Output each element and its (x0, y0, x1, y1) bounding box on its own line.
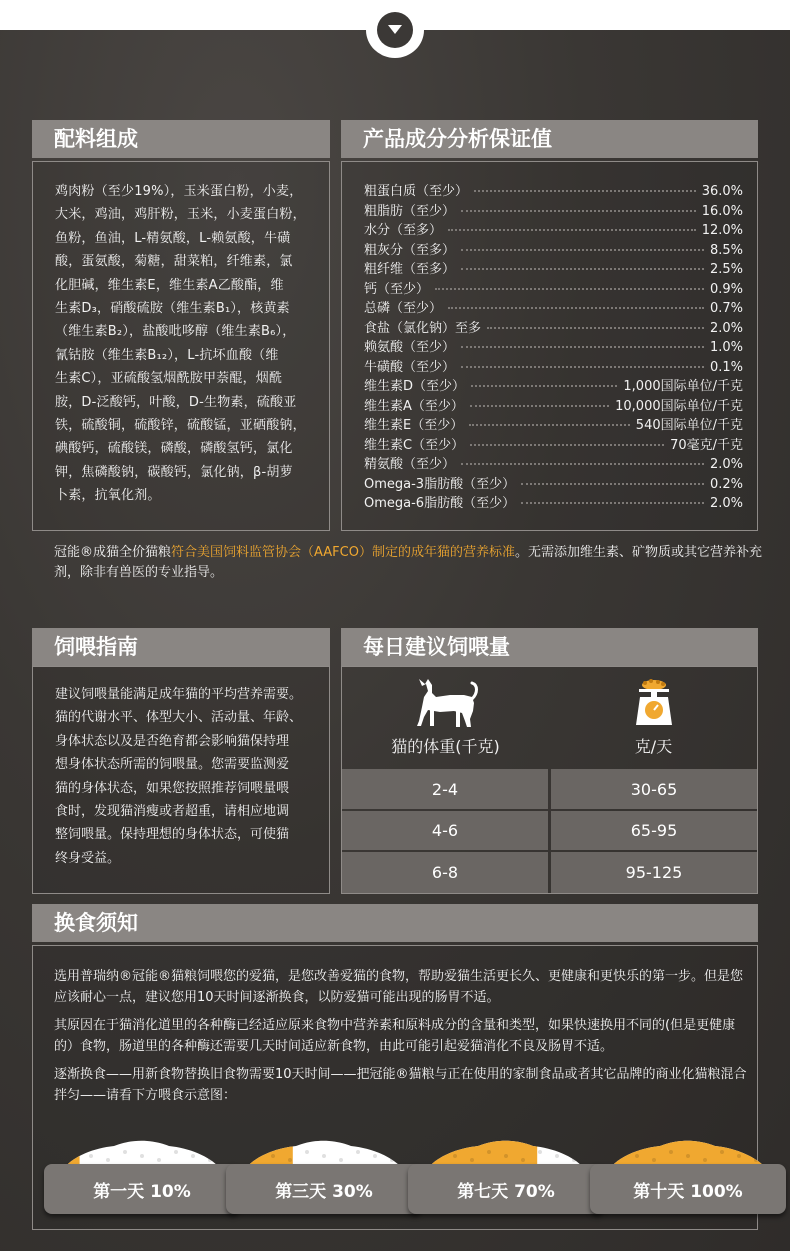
analysis-value: 0.9% (709, 281, 743, 297)
analysis-row (364, 200, 743, 220)
analysis-row (364, 473, 743, 493)
analysis-value: 2.0% (709, 496, 743, 511)
grams-cell: 30-65 (551, 769, 757, 809)
grams-cell: 65-95 (551, 811, 757, 850)
ingredients-text (33, 162, 329, 508)
analysis-row (364, 239, 743, 259)
analysis-label: 粗灰分（至多） (364, 242, 456, 258)
ingredient-line: 铁，硫酸铜，硫酸锌，硫酸锰，亚硒酸钠， (55, 418, 306, 434)
analysis-label: 钙（至少） (364, 281, 430, 297)
weight-cell: 4-6 (342, 811, 548, 850)
ingredient-line: （维生素B₂），盐酸吡哆醇（维生素B₆）， (55, 324, 296, 340)
leader-dots (469, 424, 630, 426)
analysis-value: 2.5% (709, 262, 743, 277)
analysis-box (341, 161, 758, 531)
feeding-line: 猫的代谢水平、体型大小、活动量、年龄、 (55, 710, 303, 726)
grams-column-header (550, 667, 757, 768)
analysis-value: 16.0% (701, 203, 743, 219)
leader-dots (448, 307, 704, 309)
day-mix-label: 第十天 100% (590, 1164, 786, 1214)
analysis-row (364, 297, 743, 317)
food-mix-pile (44, 1138, 240, 1218)
ingredient-line: 氰钴胺（维生素B₁₂），L-抗坏血酸（维 (55, 347, 279, 363)
analysis-value: 2.0% (709, 457, 743, 472)
note-text-1: 冠能®成猫全价猫粮 (54, 545, 172, 560)
food-mix-pile (590, 1138, 786, 1218)
analysis-value: 540国际单位/千克 (635, 418, 743, 433)
analysis-label: 水分（至多） (364, 223, 443, 238)
analysis-row (364, 180, 743, 200)
analysis-row (364, 414, 743, 434)
feeding-text (33, 667, 329, 870)
analysis-label: 食盐（氯化钠）至多 (364, 320, 482, 336)
analysis-row (364, 219, 743, 239)
feeding-line: 身体状态以及是否绝育都会影响猫保持理 (55, 733, 290, 749)
analysis-header: 产品成分分析保证值 (341, 120, 758, 158)
leader-dots (461, 346, 704, 348)
table-header (342, 667, 757, 768)
analysis-label: 总磷（至少） (364, 301, 443, 316)
change-paragraph: 逐渐换食——用新食物替换旧食物需要10天时间——把冠能®猫粮与正在使用的家制食品或者其它品牌的商业化猫粮混合拌匀——请看下方喂食示意图： (54, 1067, 747, 1103)
feeding-line: 建议饲喂量能满足成年猫的平均营养需要。 (55, 687, 303, 702)
leader-dots (471, 385, 617, 387)
leader-dots (461, 268, 704, 270)
daily-header: 每日建议饲喂量 (341, 628, 758, 666)
leader-dots (521, 502, 704, 504)
analysis-row (364, 434, 743, 454)
analysis-row (364, 492, 743, 512)
food-mix-pile (408, 1138, 604, 1218)
leader-dots (487, 327, 704, 329)
analysis-row (364, 258, 743, 278)
leader-dots (461, 210, 696, 212)
feeding-line: 食时，发现猫消瘦或者超重，请相应地调 (55, 804, 290, 820)
ingredient-line: 化胆碱，维生素E，维生素A乙酸酯，维 (55, 277, 284, 293)
feeding-line: 想身体状态所需的饲喂量。您需要监测爱 (55, 757, 290, 773)
analysis-value: 0.2% (709, 476, 743, 492)
weight-column-header (342, 667, 549, 768)
ingredient-line: 生素C），亚硫酸氢烟酰胺甲萘醌，烟酰 (55, 371, 283, 387)
analysis-list (342, 162, 757, 512)
ingredient-line: 酸，蛋氨酸，菊糖，甜菜粕，纤维素，氯 (55, 254, 293, 270)
chevron-down-icon (377, 12, 413, 48)
analysis-label: 赖氨酸（至少） (364, 340, 456, 355)
analysis-value: 36.0% (701, 184, 743, 199)
feeding-box (32, 666, 330, 894)
leader-dots (474, 190, 696, 192)
analysis-row (364, 278, 743, 298)
leader-dots (461, 249, 704, 251)
analysis-label: 维生素C（至少） (364, 437, 465, 453)
ingredient-line: 卜素，抗氧化剂。 (55, 488, 161, 504)
analysis-value: 1.0% (709, 340, 743, 355)
feeding-header: 饲喂指南 (32, 628, 330, 666)
weight-column-label: 猫的体重(千克) (391, 737, 500, 756)
analysis-label: 粗蛋白质（至少） (364, 184, 469, 199)
ingredient-line: 碘酸钙，硫酸镁，磷酸，磷酸氢钙，氯化 (55, 441, 293, 457)
change-paragraph: 选用普瑞纳®冠能®猫粮饲喂您的爱猫，是您改善爱猫的食物，帮助爱猫生活更长久、更健康和更快乐的第一步。但是您应该耐心一点，建议您用10天时间逐渐换食，以防爱猫可能出现的肠胃不适。 (54, 969, 744, 1005)
analysis-label: 牛磺酸（至少） (364, 359, 456, 375)
analysis-label: 维生素D（至少） (364, 379, 466, 394)
analysis-value: 12.0% (701, 223, 743, 238)
ingredient-line: 胺，D-泛酸钙，叶酸，D-生物素，硫酸亚 (55, 394, 297, 410)
leader-dots (461, 366, 704, 368)
analysis-row (364, 375, 743, 395)
grams-column-label: 克/天 (634, 737, 673, 756)
aafco-note (54, 543, 764, 583)
analysis-value: 2.0% (709, 320, 743, 336)
analysis-row (364, 336, 743, 356)
ingredient-line: 钾，焦磷酸钠，碳酸钙，氯化钠，β-胡萝 (55, 464, 293, 480)
analysis-value: 0.7% (709, 301, 743, 316)
food-mix-pile (226, 1138, 422, 1218)
weight-cell: 2-4 (342, 769, 548, 809)
ingredients-header: 配料组成 (32, 120, 330, 158)
analysis-label: Omega-6脂肪酸（至少） (364, 496, 516, 511)
day-mix-label: 第一天 10% (44, 1164, 240, 1214)
day-mix-label: 第七天 70% (408, 1164, 604, 1214)
analysis-row (364, 453, 743, 473)
analysis-label: 粗脂肪（至少） (364, 203, 456, 219)
feeding-line: 猫的身体状态，如果您按照推荐饲喂量喂 (55, 780, 290, 796)
ingredient-line: 大米，鸡油，鸡肝粉，玉米，小麦蛋白粉， (55, 207, 306, 223)
analysis-row (364, 356, 743, 376)
scale-icon (634, 679, 674, 729)
analysis-label: 维生素E（至少） (364, 418, 464, 433)
analysis-label: 精氨酸（至少） (364, 457, 456, 472)
analysis-value: 1,000国际单位/千克 (623, 379, 743, 394)
note-highlight: 符合美国饲料监管协会（AAFCO）制定的成年猫的营养标准 (171, 545, 515, 560)
change-header: 换食须知 (32, 904, 758, 942)
analysis-row (364, 395, 743, 415)
leader-dots (521, 483, 704, 485)
analysis-label: 粗纤维（至多） (364, 262, 456, 277)
grams-cell: 95-125 (551, 852, 757, 893)
ingredient-line: 生素D₃，硝酸硫胺（维生素B₁），核黄素 (55, 301, 290, 317)
leader-dots (448, 229, 696, 231)
analysis-value: 8.5% (709, 242, 743, 258)
leader-dots (470, 444, 664, 446)
ingredient-line: 鱼粉，鱼油，L-精氨酸，L-赖氨酸，牛磺 (55, 230, 291, 246)
ingredients-box (32, 161, 330, 531)
leader-dots (461, 463, 704, 465)
leader-dots (435, 288, 704, 290)
change-paragraph: 其原因在于猫消化道里的各种酶已经适应原来食物中营养素和原料成分的含量和类型，如果快速换用不同的(但是更健康的）食物，肠道里的各种酶还需要几天时间适应新食物，由此可能引起爱猫消化不良及肠胃不适。 (54, 1018, 736, 1054)
scroll-down-button[interactable] (366, 2, 424, 58)
analysis-value: 10,000国际单位/千克 (615, 398, 743, 414)
feeding-line: 整饲喂量。保持理想的身体状态，可使猫 (55, 827, 290, 843)
feeding-table (341, 666, 758, 894)
note-text-2: 。无需添加维生素、矿物质或其它营养补充剂，除非有兽医的专业指导。 (54, 545, 762, 580)
analysis-row (364, 317, 743, 337)
analysis-value: 70毫克/千克 (670, 437, 743, 453)
day-mix-label: 第三天 30% (226, 1164, 422, 1214)
analysis-value: 0.1% (709, 359, 743, 375)
leader-dots (470, 405, 609, 407)
analysis-label: 维生素A（至少） (364, 398, 464, 414)
weight-cell: 6-8 (342, 852, 548, 893)
cat-icon (410, 677, 480, 729)
feeding-line: 终身受益。 (55, 850, 121, 866)
ingredient-line: 鸡肉粉（至少19%），玉米蛋白粉，小麦， (55, 184, 303, 199)
analysis-label: Omega-3脂肪酸（至少） (364, 476, 516, 492)
